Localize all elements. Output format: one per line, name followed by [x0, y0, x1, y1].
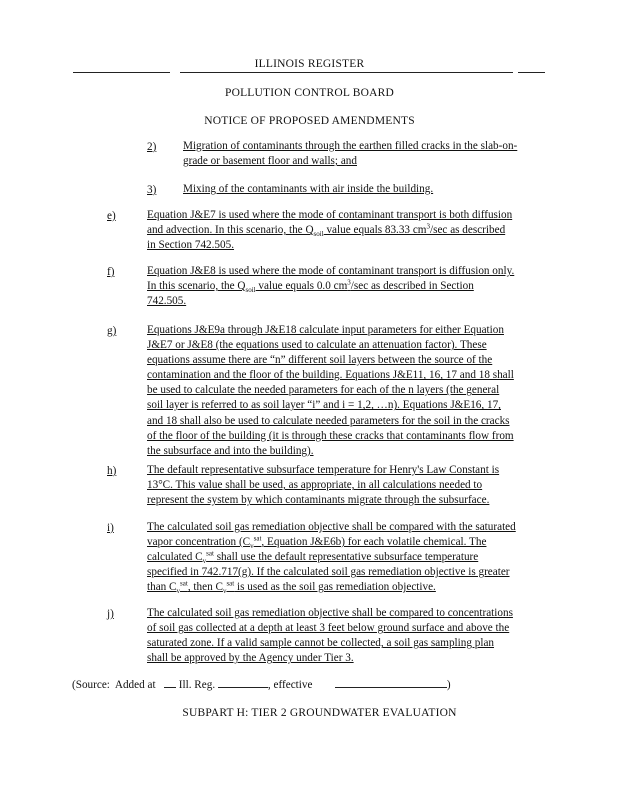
paragraph-text [147, 606, 513, 666]
board-title: POLLUTION CONTROL BOARD [224, 87, 394, 99]
text-line: be used to calculate the needed parameters for each of the n layers (the general [147, 384, 500, 397]
supscript: 3 [426, 222, 430, 231]
paragraph-label: f) [107, 266, 115, 278]
subpart-heading: SUBPART H: TIER 2 GROUNDWATER EVALUATION [182, 707, 457, 719]
text-segment: vapor concentration (C [147, 536, 251, 549]
text-line: of soil gas collected at a depth at least 3 feet below ground surface and above the [147, 622, 510, 635]
text-segment: is used as the soil gas remediation objective. [234, 581, 436, 594]
paragraph-label: 2) [147, 141, 157, 153]
text-segment: and advection. In this scenario, the Q [147, 224, 314, 237]
text-segment: shall use the default representative subsurface temperature [213, 551, 479, 564]
subscript: soil [245, 286, 256, 295]
paragraph-text [147, 264, 514, 309]
text-line [147, 223, 512, 238]
header-rule-right [518, 72, 545, 73]
subscript: v [202, 557, 207, 566]
paragraph-text [147, 463, 499, 508]
notice-title: NOTICE OF PROPOSED AMENDMENTS [204, 115, 415, 127]
supscript: sat [206, 549, 214, 558]
date-blank [335, 678, 447, 688]
source-close: ) [446, 679, 451, 691]
text-line: Equation J&E8 is used where the mode of contaminant transport is diffusion only. [147, 265, 515, 277]
text-line: Mixing of the contaminants with air inside the building. [183, 183, 434, 195]
text-line: Equations J&E9a through J&E18 calculate input parameters for either Equation [147, 324, 504, 336]
text-segment: /sec as described [430, 224, 506, 237]
text-line: contamination and the floor of the building. Equations J&E11, 16, 17 and 18 shall [147, 369, 514, 382]
supscript: sat [226, 579, 235, 588]
supscript: sat [180, 579, 188, 588]
text-line: in Section 742.505. [147, 239, 235, 252]
subscript: soil [313, 230, 324, 239]
text-line: Equation J&E7 is used where the mode of contaminant transport is both diffusion [147, 209, 513, 221]
paragraph-label: h) [107, 465, 117, 477]
text-line: soil layer is referred to as soil layer “i” and i = 1,2, …n). Equations J&E16, 17, [147, 399, 501, 412]
text-line: 13°C. This value shall be used, as appropriate, in all calculations needed to [147, 479, 483, 492]
paragraph-text [183, 139, 517, 169]
text-line: and 18 shall also be used to calculate needed parameters for the soil in the cracks [147, 414, 510, 427]
supscript: sat [253, 534, 262, 543]
text-line: of the floor of the building (it is through these cracks that contaminants flow from [147, 429, 514, 442]
text-line: The default representative subsurface temperature for Henry's Law Constant is [147, 464, 500, 476]
paragraph-label: g) [107, 325, 117, 337]
text-line [147, 535, 516, 550]
text-segment: , Equation J&E6b) for each volatile chemical. The [261, 536, 487, 549]
register-title: ILLINOIS REGISTER [254, 58, 365, 70]
text-segment: value equals 0.0 cm [255, 280, 348, 293]
text-line [147, 580, 516, 595]
paragraph-text [147, 208, 512, 253]
text-line [147, 550, 516, 565]
subscript: v [176, 587, 181, 596]
text-line: The calculated soil gas remediation objective shall be compared to concentrations [147, 607, 513, 619]
page-blank [218, 678, 268, 688]
text-line: 742.505. [147, 295, 187, 308]
text-segment: In this scenario, the Q [147, 280, 246, 293]
text-line: The calculated soil gas remediation objective shall be compared with the saturated [147, 521, 516, 533]
text-line: saturated zone. If a valid sample cannot be collected, a soil gas sampling plan [147, 637, 495, 650]
text-line: Migration of contaminants through the earthen filled cracks in the slab-on- [183, 140, 518, 152]
text-line: specified in 742.717(g). If the calculated soil gas remediation objective is greater [147, 566, 510, 579]
volume-blank [164, 678, 176, 688]
paragraph-text [147, 520, 516, 595]
text-segment: /sec as described in Section [350, 280, 474, 293]
paragraph-label: i) [107, 522, 114, 534]
header-rule-middle [180, 72, 513, 73]
paragraph-label: e) [107, 210, 116, 222]
text-line [147, 279, 514, 294]
source-note [72, 678, 451, 691]
source-prefix: (Source: Added at [72, 679, 156, 691]
paragraph-label: j) [107, 608, 114, 620]
paragraph-text [147, 323, 514, 459]
text-segment: , then C [187, 581, 223, 594]
header-rule-left [73, 72, 170, 73]
source-effective: , effective [267, 679, 313, 691]
text-line: grade or basement floor and walls; and [183, 155, 357, 168]
text-segment: value equals 83.33 cm [323, 224, 427, 237]
paragraph-label: 3) [147, 184, 157, 196]
source-reg: Ill. Reg. [178, 679, 216, 691]
text-line: shall be approved by the Agency under Tier 3. [147, 652, 354, 665]
text-segment: calculated C [147, 551, 203, 564]
text-line: represent the system by which contaminants migrate through the subsurface. [147, 494, 490, 507]
text-line: J&E7 or J&E8 (the equations used to calculate an attenuation factor). These [147, 339, 487, 352]
text-line: the subsurface and into the building). [147, 444, 314, 457]
subscript: v [250, 542, 254, 551]
subscript: v [222, 587, 227, 596]
text-line: equations assume there are “n” different soil layers between the source of the [147, 354, 493, 367]
supscript: 3 [347, 278, 351, 287]
paragraph-text [183, 182, 433, 197]
text-segment: than C [147, 581, 177, 594]
